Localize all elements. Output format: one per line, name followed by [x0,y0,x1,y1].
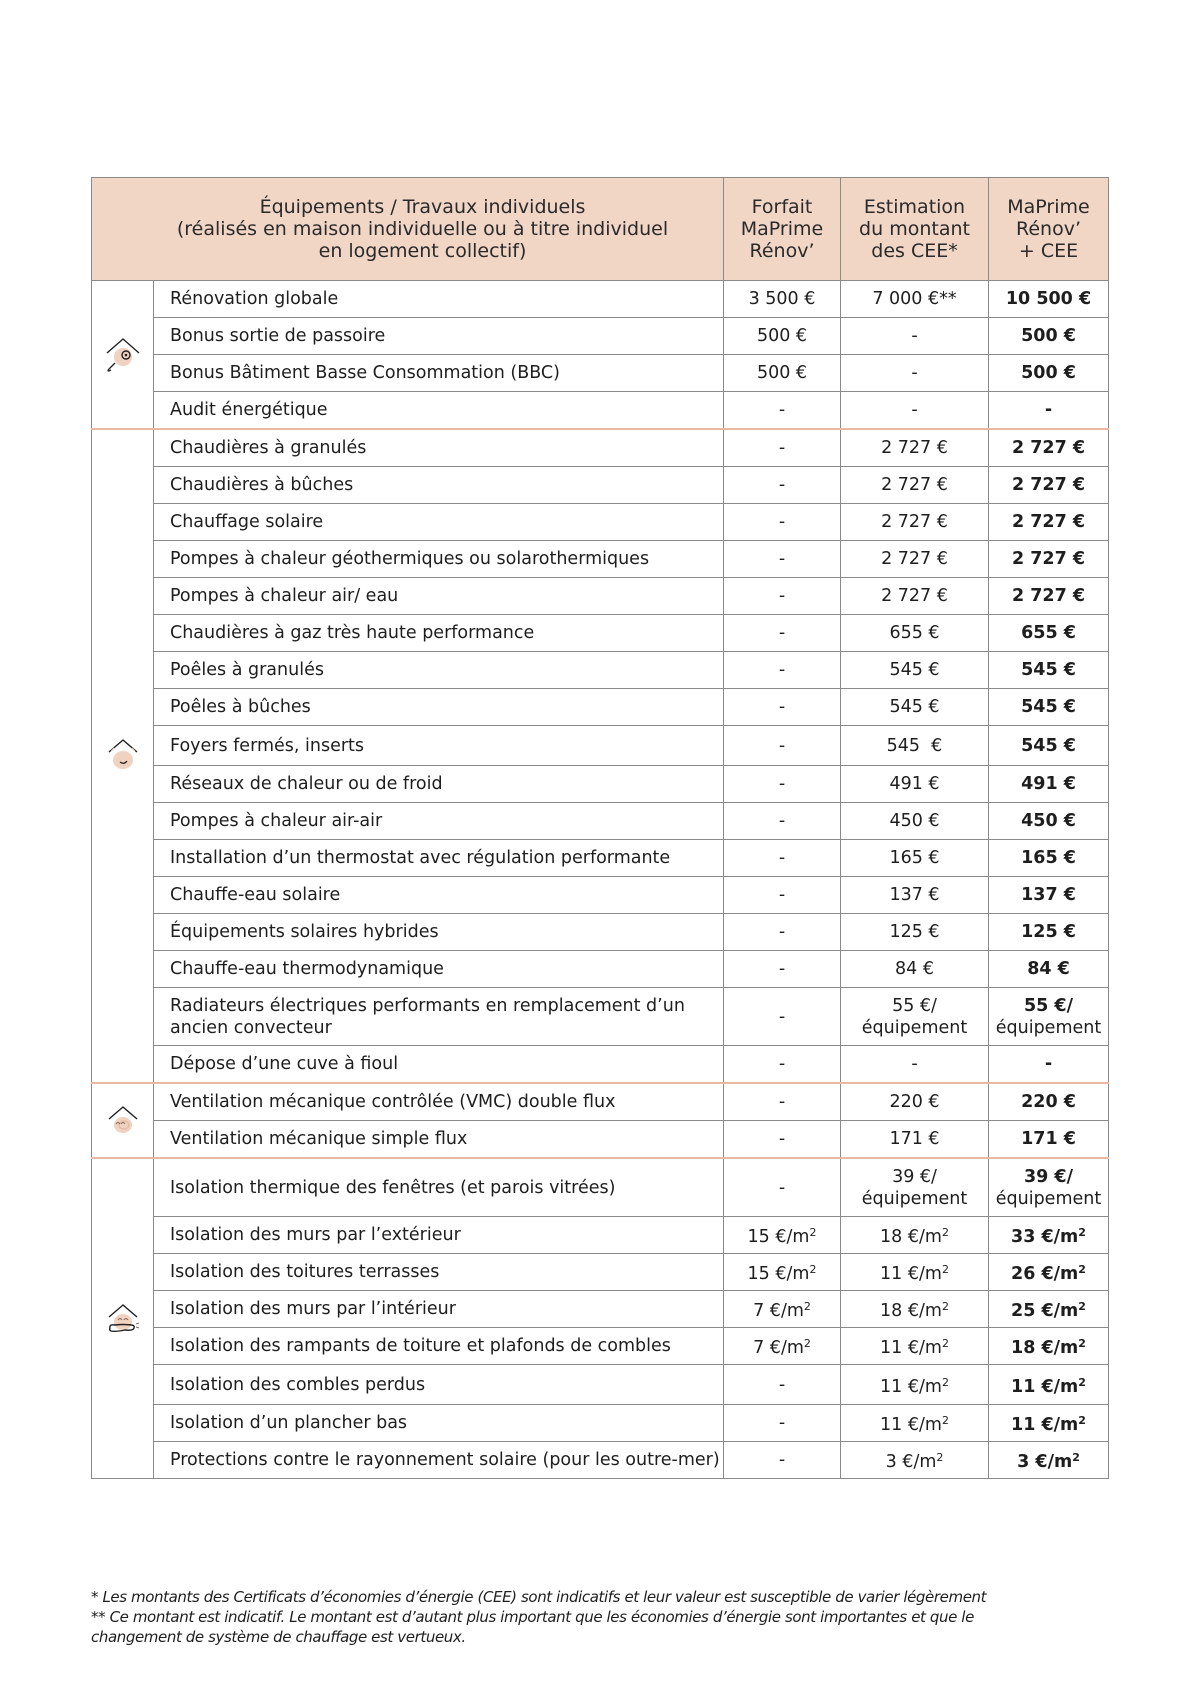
aid-amounts-table [91,177,1109,1479]
row-forfait-value: 15 €/m [747,1227,810,1247]
unit-superscript: 2 [809,1226,817,1239]
row-total-line1: 39 €/ [1023,1166,1073,1187]
header-total-line1: MaPrime [1007,196,1090,218]
row-total: 500 € [989,355,1109,392]
house-heating-icon [101,734,145,778]
table-row [92,1291,1109,1328]
row-total [989,1291,1109,1328]
row-total: 220 € [989,1083,1109,1121]
header-forfait-line2: MaPrime [740,218,824,240]
group-icon-cell-ventilation [92,1083,154,1158]
table-row [92,318,1109,355]
row-total: 545 € [989,726,1109,766]
row-forfait: - [724,914,841,951]
row-forfait: - [724,1083,841,1121]
row-cee [841,1405,989,1442]
row-total: 2 727 € [989,467,1109,504]
header-cee-line2: du montant [859,218,970,240]
table-header-row [92,178,1109,281]
row-total [989,1442,1109,1479]
row-cee: 84 € [841,951,989,988]
unit-superscript: 2 [941,1337,949,1350]
row-cee: 2 727 € [841,541,989,578]
table-row [92,689,1109,726]
header-forfait-line3: Rénov’ [749,240,815,262]
table-row [92,914,1109,951]
row-cee: 171 € [841,1121,989,1159]
row-label: Isolation des combles perdus [154,1365,724,1405]
row-total: 137 € [989,877,1109,914]
row-forfait: - [724,652,841,689]
table-row [92,766,1109,803]
row-forfait [724,1291,841,1328]
row-total [989,1158,1109,1217]
row-cee-value: 11 €/m [880,1264,942,1284]
row-cee-line2: équipement [861,1017,968,1038]
row-cee: 450 € [841,803,989,840]
row-cee-value: 11 €/m [880,1376,942,1397]
row-forfait: 500 € [724,355,841,392]
row-forfait: - [724,689,841,726]
row-forfait [724,1217,841,1254]
row-cee: 7 000 €** [841,281,989,318]
row-forfait: - [724,1405,841,1442]
group-icon-cell-heating [92,429,154,1083]
row-total-value: 26 €/m [1011,1264,1079,1284]
row-forfait: - [724,1121,841,1159]
row-total: - [989,392,1109,430]
row-label-line1: Radiateurs électriques performants en remplacement d’un [170,995,685,1016]
row-label-line2: ancien convecteur [170,1017,332,1038]
row-total-line2: équipement [995,1188,1102,1209]
row-total: 545 € [989,652,1109,689]
row-forfait: - [724,766,841,803]
row-cee: 491 € [841,766,989,803]
row-label: Chaudières à bûches [154,467,724,504]
row-total: 500 € [989,318,1109,355]
row-cee: - [841,318,989,355]
row-total [989,1328,1109,1365]
row-label: Réseaux de chaleur ou de froid [154,766,724,803]
row-forfait: - [724,1158,841,1217]
unit-superscript: 2 [1078,1337,1086,1350]
row-cee: 2 727 € [841,578,989,615]
unit-superscript: 2 [941,1414,949,1427]
row-forfait: - [724,429,841,467]
row-cee [841,1217,989,1254]
unit-superscript: 2 [803,1300,811,1313]
row-cee [841,1328,989,1365]
row-total-line2: équipement [995,1017,1102,1038]
table-row [92,392,1109,430]
unit-superscript: 2 [941,1300,949,1313]
row-total-value: 33 €/m [1011,1227,1079,1247]
row-cee-value: 11 €/m [880,1415,942,1435]
table-row [92,652,1109,689]
table-row [92,1405,1109,1442]
table-row [92,1158,1109,1217]
row-total: 491 € [989,766,1109,803]
table-row [92,1365,1109,1405]
row-total [989,1365,1109,1405]
row-label: Équipements solaires hybrides [154,914,724,951]
row-forfait: - [724,1046,841,1084]
row-label: Ventilation mécanique simple flux [154,1121,724,1159]
row-cee: 545 € [841,652,989,689]
row-total: 545 € [989,689,1109,726]
row-label: Chauffe-eau thermodynamique [154,951,724,988]
table-row [92,1083,1109,1121]
unit-superscript: 2 [1078,1414,1086,1427]
footnote-indicative-line2: changement de système de chauffage est vertueux. [91,1628,466,1646]
unit-superscript: 2 [941,1226,949,1239]
row-total: 2 727 € [989,429,1109,467]
table-row [92,877,1109,914]
header-total [989,178,1109,281]
row-total-value: 11 €/m [1011,1415,1079,1435]
row-label: Installation d’un thermostat avec régulation performante [154,840,724,877]
row-label: Chauffage solaire [154,504,724,541]
table-row [92,429,1109,467]
house-magnifier-icon [101,333,145,377]
table-row [92,355,1109,392]
row-cee-line1: 55 €/ [892,995,937,1016]
header-equipment-line3: en logement collectif) [318,240,527,262]
row-cee [841,1291,989,1328]
row-label: Isolation des murs par l’intérieur [154,1291,724,1328]
row-label: Protections contre le rayonnement solaire (pour les outre-mer) [154,1442,724,1479]
row-total: 165 € [989,840,1109,877]
row-label: Isolation des toitures terrasses [154,1254,724,1291]
table-row [92,281,1109,318]
row-forfait: - [724,988,841,1046]
row-forfait: - [724,1365,841,1405]
row-label: Dépose d’une cuve à fioul [154,1046,724,1084]
unit-superscript: 2 [1078,1263,1086,1276]
row-total-value: 18 €/m [1011,1338,1079,1358]
row-label: Isolation des murs par l’extérieur [154,1217,724,1254]
row-total [989,1217,1109,1254]
row-forfait: - [724,877,841,914]
row-label: Isolation d’un plancher bas [154,1405,724,1442]
row-label: Chaudières à granulés [154,429,724,467]
unit-superscript: 2 [941,1263,949,1276]
header-total-line2: Rénov’ [1016,218,1081,240]
row-label: Chauffe-eau solaire [154,877,724,914]
table-row [92,803,1109,840]
row-label: Bonus sortie de passoire [154,318,724,355]
row-cee: - [841,1046,989,1084]
unit-superscript: 2 [803,1337,811,1350]
row-total [989,1254,1109,1291]
row-total [989,1405,1109,1442]
table-row [92,840,1109,877]
row-label: Audit énergétique [154,392,724,430]
row-forfait: - [724,615,841,652]
row-forfait: - [724,1442,841,1479]
row-cee-value: 18 €/m [880,1301,942,1321]
row-total-value: 3 €/m [1017,1452,1073,1472]
row-label: Ventilation mécanique contrôlée (VMC) double flux [154,1083,724,1121]
row-cee: 125 € [841,914,989,951]
footnotes [91,1587,1091,1647]
row-label: Poêles à bûches [154,689,724,726]
row-total [989,988,1109,1046]
row-label: Rénovation globale [154,281,724,318]
row-cee-line2: équipement [861,1188,968,1209]
row-total: 2 727 € [989,578,1109,615]
unit-superscript: 2 [1078,1226,1086,1239]
row-cee: 545 € [841,689,989,726]
row-cee: 165 € [841,840,989,877]
table-row [92,1121,1109,1159]
table-row [92,988,1109,1046]
row-forfait [724,1254,841,1291]
row-total-value: 11 €/m [1011,1376,1079,1397]
table-row [92,578,1109,615]
table-row [92,615,1109,652]
table-row [92,1046,1109,1084]
row-label: Pompes à chaleur air-air [154,803,724,840]
unit-superscript: 2 [1078,1300,1086,1313]
header-total-line3: + CEE [1018,240,1079,262]
row-cee-value: 18 €/m [880,1227,942,1247]
row-cee-line1: 39 €/ [892,1166,937,1187]
row-cee [841,988,989,1046]
house-insulation-icon [101,1297,145,1341]
table-row [92,951,1109,988]
group-icon-cell-renovation [92,281,154,430]
aid-amounts-table-container [91,177,1108,1479]
row-cee: 2 727 € [841,504,989,541]
row-cee: 545 € [841,726,989,766]
row-forfait: - [724,541,841,578]
house-ventilation-icon [101,1099,145,1143]
group-icon-cell-insulation [92,1158,154,1479]
row-cee: 2 727 € [841,467,989,504]
row-cee: 2 727 € [841,429,989,467]
row-forfait: - [724,392,841,430]
row-cee [841,1158,989,1217]
row-total: 84 € [989,951,1109,988]
row-cee: - [841,392,989,430]
row-forfait: - [724,803,841,840]
unit-superscript: 2 [1078,1375,1086,1389]
unit-superscript: 2 [941,1375,949,1389]
row-cee [841,1442,989,1479]
header-equipment-works [92,178,724,281]
row-total-value: 25 €/m [1011,1301,1079,1321]
row-label: Isolation des rampants de toiture et plafonds de combles [154,1328,724,1365]
footnote-cee: * Les montants des Certificats d’économies d’énergie (CEE) sont indicatifs et leur valeur est susceptible de varier légèrement [91,1588,987,1606]
header-equipment-line2: (réalisés en maison individuelle ou à titre individuel [176,218,669,240]
row-forfait-value: 7 €/m [753,1301,804,1321]
row-label: Foyers fermés, inserts [154,726,724,766]
row-label: Bonus Bâtiment Basse Consommation (BBC) [154,355,724,392]
table-row [92,1442,1109,1479]
row-label: Chaudières à gaz très haute performance [154,615,724,652]
row-forfait: 3 500 € [724,281,841,318]
row-cee: 220 € [841,1083,989,1121]
row-forfait: - [724,467,841,504]
row-total: 655 € [989,615,1109,652]
row-forfait [724,1328,841,1365]
table-row [92,1217,1109,1254]
row-cee-value: 11 €/m [880,1338,942,1358]
row-label: Poêles à granulés [154,652,724,689]
unit-superscript: 2 [809,1263,817,1276]
header-forfait-maprimerenov [724,178,841,281]
row-total: 125 € [989,914,1109,951]
header-equipment-line1: Équipements / Travaux individuels [259,196,586,218]
row-forfait: - [724,578,841,615]
row-label: Pompes à chaleur air/ eau [154,578,724,615]
row-cee-value: 3 €/m [885,1452,937,1472]
table-row [92,1328,1109,1365]
row-forfait: - [724,951,841,988]
header-cee-line3: des CEE* [871,240,958,262]
row-forfait: - [724,504,841,541]
row-forfait: - [724,840,841,877]
row-cee: - [841,355,989,392]
row-forfait-value: 7 €/m [753,1338,804,1358]
row-total: 10 500 € [989,281,1109,318]
row-cee [841,1254,989,1291]
table-row [92,504,1109,541]
row-total: 171 € [989,1121,1109,1159]
row-cee: 137 € [841,877,989,914]
header-cee-estimate [841,178,989,281]
table-row [92,541,1109,578]
row-total-line1: 55 €/ [1023,995,1073,1016]
header-cee-line1: Estimation [863,196,966,218]
header-forfait-line1: Forfait [751,196,813,218]
table-row [92,467,1109,504]
row-forfait: 500 € [724,318,841,355]
row-label: Pompes à chaleur géothermiques ou solarothermiques [154,541,724,578]
row-total: - [989,1046,1109,1084]
row-forfait-value: 15 €/m [747,1264,810,1284]
row-total: 2 727 € [989,504,1109,541]
row-label [154,988,724,1046]
row-cee: 655 € [841,615,989,652]
row-total: 2 727 € [989,541,1109,578]
table-row [92,1254,1109,1291]
footnote-indicative-line1: ** Ce montant est indicatif. Le montant est d’autant plus important que les économies d’énergie sont importantes et que le [91,1608,974,1626]
unit-superscript: 2 [1072,1451,1080,1464]
row-total: 450 € [989,803,1109,840]
unit-superscript: 2 [936,1451,944,1464]
row-forfait: - [724,726,841,766]
table-row [92,726,1109,766]
row-cee [841,1365,989,1405]
row-label: Isolation thermique des fenêtres (et parois vitrées) [154,1158,724,1217]
